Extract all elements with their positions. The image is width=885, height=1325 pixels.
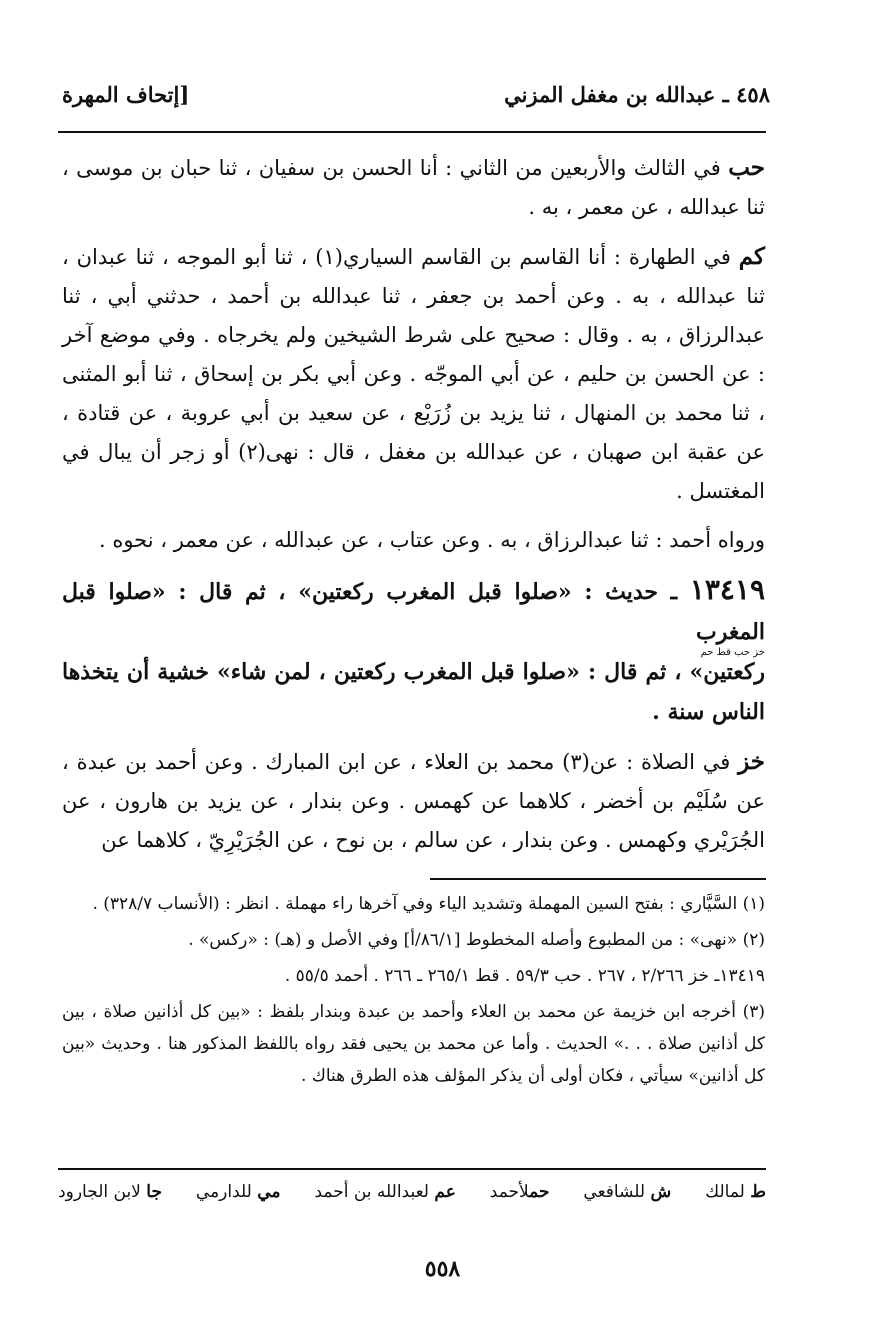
paragraph-text: في الصلاة : عن(٣) محمد بن العلاء ، عن ابن المبارك . وعن أحمد بن عبدة ، عن سُلَيْم بن أخضر ، كلاهما عن كهمس . وعن بندار ، عن يزيد بن هارون ، عن الجُرَيْري وكهمس . وعن بندار ، عن سالم ، بن نوح ، عن الجُرَيْرِيّ ، كلاهما عن [62,750,766,852]
hadith-line-2: ركعتين» ، ثم قال : «صلوا قبل المغرب ركعتين ، لمن شاء» خشية أن يتخذها الناس سنة . [62,659,765,725]
abbreviation-legend [58,1182,766,1214]
hadith-source-codes: خز حب قط حم [700,647,765,658]
footnote-rule [430,878,766,880]
hadith-line-1: ـ حديث : «صلوا قبل المغرب ركعتين» ، ثم قال : «صلوا قبل المغرب [62,579,765,645]
legend-rule [58,1168,766,1170]
footnote-references: ١٣٤١٩ـ خز ٢/٢٦٦ ، ٢٦٧ . حب ٥٩/٣ . قط ٢٦٥/١ ـ ٢٦٦ . أحمد ٥٥/٥ . [284,966,765,986]
footnote-2: (٢) «نهى» : من المطبوع وأصله المخطوط [٨٦/١/أ] وفي الأصل و (هـ) : «ركس» . [188,930,765,950]
footnotes [62,888,765,1096]
header-book-title: [إتحاف المهرة [62,82,190,107]
page-number: ٥٥٨ [424,1256,461,1282]
legend-item: ط لمالك [705,1182,766,1202]
legend-item: حملأحمد [489,1182,550,1202]
legend-item: جا لابن الجارود [58,1182,162,1202]
paragraph-khz [62,742,765,860]
paragraph-kam [62,237,765,511]
legend-item: عم لعبدالله بن أحمد [314,1182,456,1202]
hadith-entry [62,570,765,732]
source-code: حب [728,154,765,181]
paragraph-ahmad [62,521,765,560]
footnote-3: (٣) أخرجه ابن خزيمة عن محمد بن العلاء وأحمد بن عبدة وبندار بلفظ : «بين كل أذانين صلاة ، بين كل أذانين صلاة . . .» الحديث . وأما عن محمد بن يحيى فقد رواه باللفظ المذكور هنا . وحديث «بين كل أذانين» سيأتي ، فكان أولى أن يذكر المؤلف هذه الطرق هناك . [62,1002,765,1086]
paragraph-text: في الثالث والأربعين من الثاني : أنا الحسن بن سفيان ، ثنا حبان بن موسى ، ثنا عبدالله ، عن معمر ، به . [62,156,765,219]
footnote-1: (١) السَّيَّاري : بفتح السين المهملة وتشديد الياء وفي آخرها راء مهملة . انظر : (الأنساب ٣٢٨/٧) . [92,894,765,914]
paragraph-text: ورواه أحمد : ثنا عبدالرزاق ، به . وعن عتاب ، عن عبدالله ، عن معمر ، نحوه . [98,528,765,552]
hadith-number: ١٣٤١٩ [689,573,765,606]
paragraph-hib [62,148,765,227]
paragraph-text: في الطهارة : أنا القاسم بن القاسم السياري(١) ، ثنا أبو الموجه ، ثنا عبدان ، ثنا عبدالله ، به . وعن أحمد بن جعفر ، ثنا عبدالله بن أحمد ، حدثني أبي ، ثنا عبدالرزاق ، به . وقال : صحيح على شرط الشيخين ولم يخرجاه . وفي موضع آخر : عن الحسن بن حليم ، عن أبي الموجّه . وعن أبي بكر بن إسحاق ، ثنا أبو المثنى ، ثنا محمد بن المنهال ، ثنا يزيد بن زُرَيْع ، عن سعيد بن أبي عروبة ، عن قتادة ، عن عقبة ابن صهبان ، عن عبدالله بن مغفل ، قال : نهى(٢) أو زجر أن يبال في المغتسل . [62,245,766,503]
header-rule [58,131,766,133]
running-header [62,82,770,122]
header-title: ٤٥٨ ـ عبدالله بن مغفل المزني [504,82,770,107]
legend-item: مي للدارمي [195,1182,281,1202]
legend-item: ش للشافعي [583,1182,672,1202]
main-text [62,148,765,870]
source-code: خز [738,748,765,775]
source-code: كم [738,243,765,270]
